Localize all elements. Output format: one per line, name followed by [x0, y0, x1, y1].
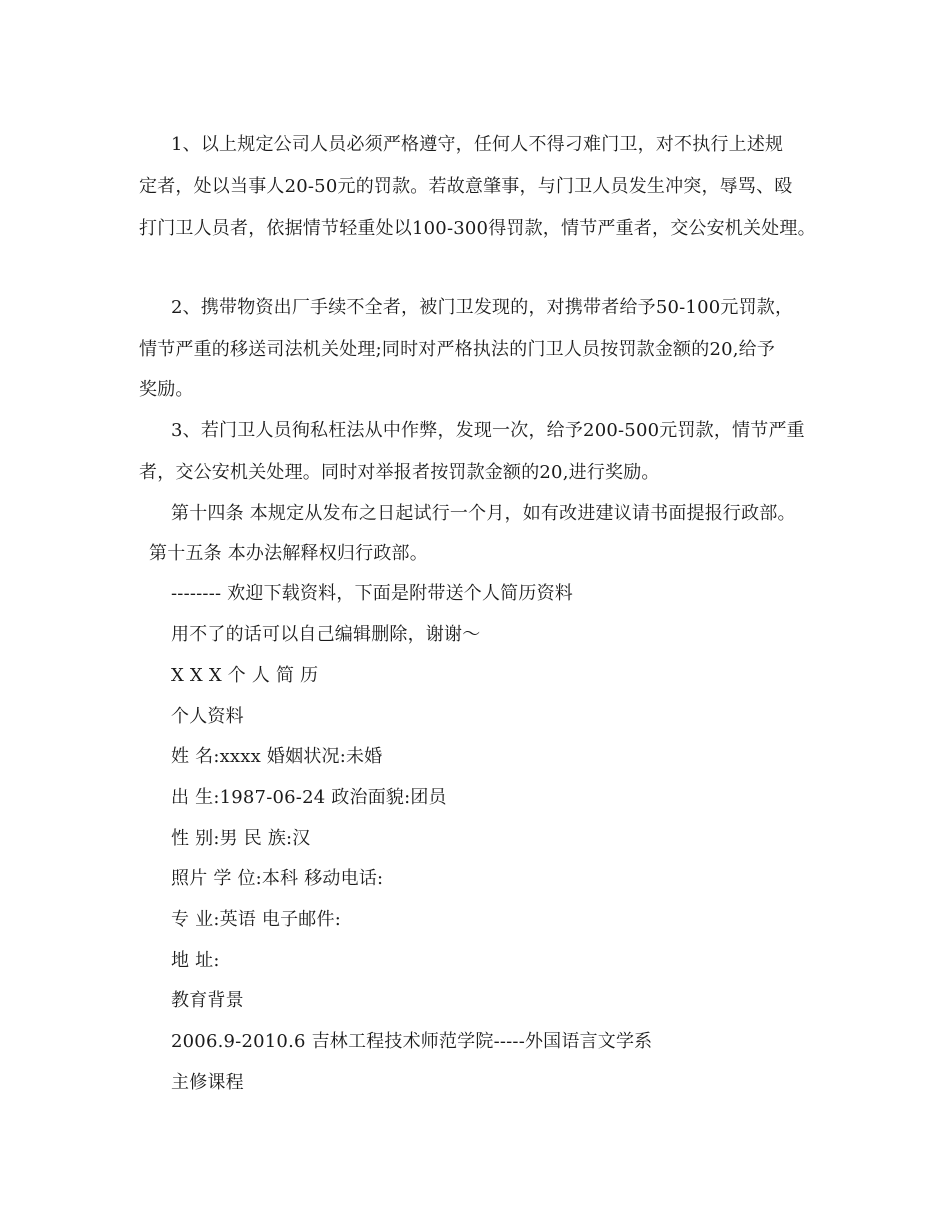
rule-3-line-2: 者，交公安机关处理。同时对举报者按罚款金额的20,进行奖励。	[139, 462, 660, 483]
gender-row: 性 别:男 民 族:汉	[171, 828, 311, 849]
rule-2-line-1: 2、携带物资出厂手续不全者，被门卫发现的，对携带者给予50-100元罚款，	[171, 297, 794, 318]
resume-title: X X X 个 人 简 历	[171, 665, 319, 686]
rule-1-line-1: 1、以上规定公司人员必须严格遵守，任何人不得刁难门卫，对不执行上述规	[171, 134, 784, 155]
rule-1-line-3: 打门卫人员者，依据情节轻重处以100-300得罚款，情节严重者，交公安机关处理。	[139, 218, 816, 239]
rule-2-line-3: 奖励。	[139, 379, 194, 400]
personal-info-heading: 个人资料	[171, 706, 244, 727]
article-15: 第十五条 本办法解释权归行政部。	[149, 543, 428, 564]
birth-row: 出 生:1987-06-24 政治面貌:团员	[171, 787, 447, 808]
education-entry: 2006.9-2010.6 吉林工程技术师范学院-----外国语言文学系	[171, 1031, 653, 1052]
education-heading: 教育背景	[171, 990, 244, 1011]
article-14: 第十四条 本规定从发布之日起试行一个月，如有改进建议请书面提报行政部。	[171, 503, 796, 524]
major-row: 专 业:英语 电子邮件:	[171, 909, 341, 930]
download-note: -------- 欢迎下载资料，下面是附带送个人简历资料	[171, 583, 573, 604]
rule-2-line-2: 情节严重的移送司法机关处理;同时对严格执法的门卫人员按罚款金额的20,给予	[139, 339, 776, 360]
rule-3-line-1: 3、若门卫人员徇私枉法从中作弊，发现一次，给予200-500元罚款，情节严重	[171, 420, 805, 441]
delete-note: 用不了的话可以自己编辑删除，谢谢～	[171, 624, 481, 645]
rule-1-line-2: 定者，处以当事人20-50元的罚款。若故意肇事，与门卫人员发生冲突，辱骂、殴	[139, 176, 793, 197]
courses-heading: 主修课程	[171, 1072, 244, 1093]
name-row: 姓 名:xxxx 婚姻状况:未婚	[171, 746, 383, 767]
degree-row: 照片 学 位:本科 移动电话:	[171, 868, 384, 889]
address-row: 地 址:	[171, 950, 220, 971]
